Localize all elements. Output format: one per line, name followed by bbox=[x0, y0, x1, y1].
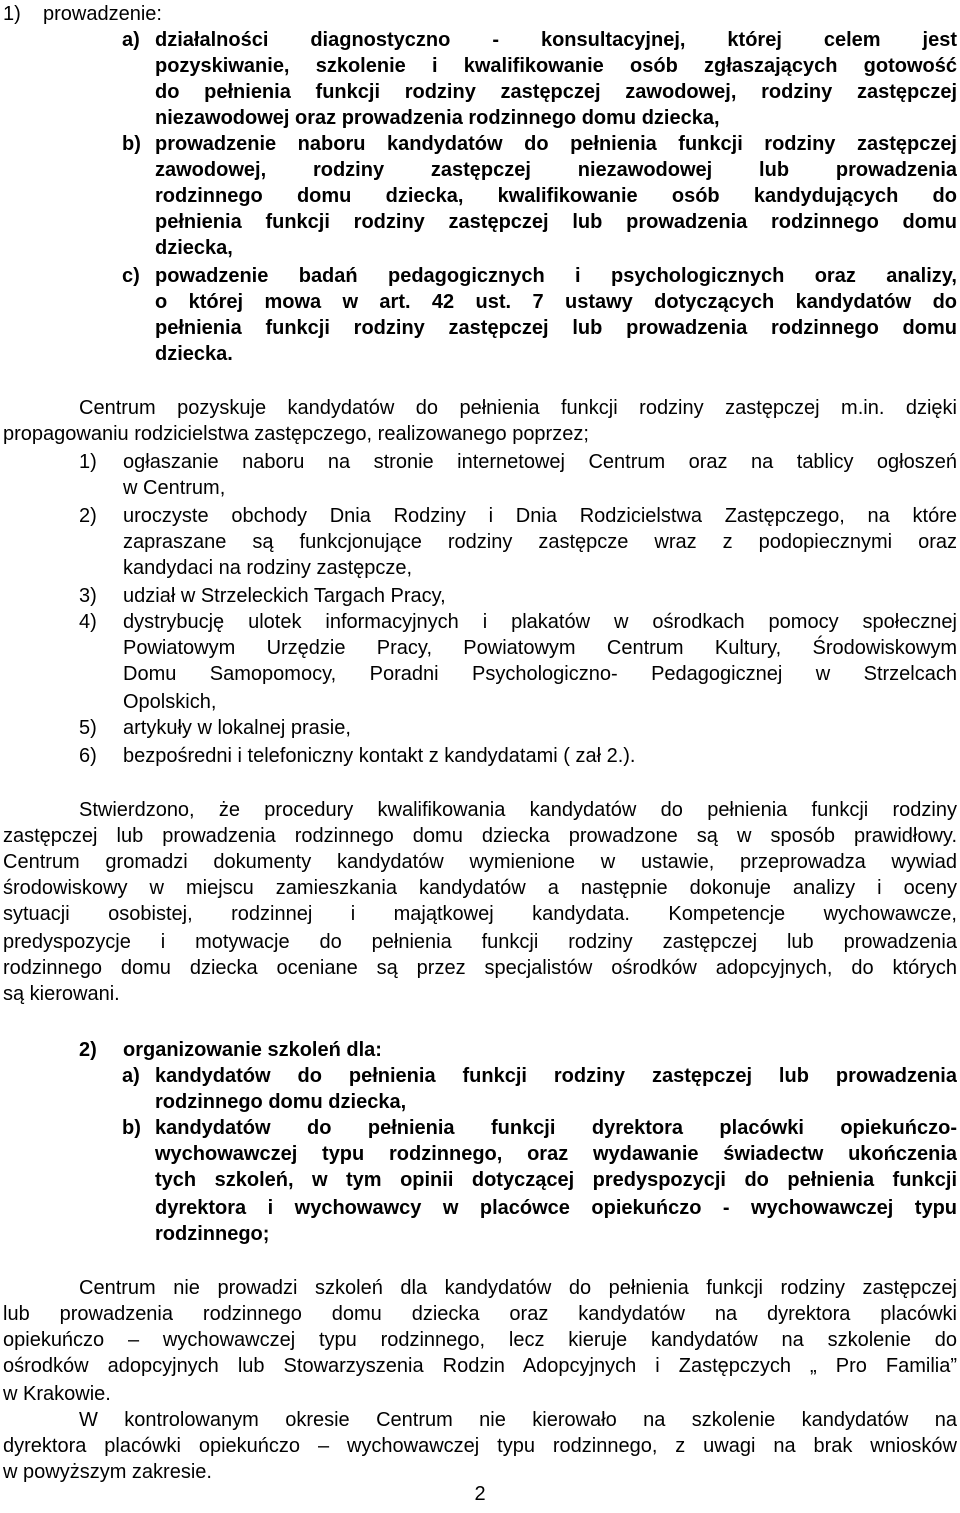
list1-item-6-line-1: bezpośredni i telefoniczny kontakt z kandydatami ( zał 2.). bbox=[123, 745, 636, 767]
training-item-b-line-4: dyrektora i wychowawcy w placówce opiekuńczo - wychowawczej typu bbox=[155, 1197, 957, 1219]
list1-item-2-line-2: zapraszane są funkcjonujące rodziny zastępcze wraz z podopiecznymi oraz bbox=[123, 531, 957, 553]
list1-item-4-line-4: Opolskich, bbox=[123, 691, 217, 713]
training-item-b-line-3: tych szkoleń, w tym opinii dotyczącej predyspozycji do pełnienia funkcji bbox=[155, 1169, 957, 1191]
list1-item-3-line-1: udział w Strzeleckich Targach Pracy, bbox=[123, 585, 446, 607]
list1-item-4-line-2: Powiatowym Urzędzie Pracy, Powiatowym Centrum Kultury, Środowiskowym bbox=[123, 637, 957, 659]
item-a-line-3: do pełnienia funkcji rodziny zastępczej zawodowej, rodziny zastępczej bbox=[155, 81, 957, 103]
para2-line-4: środowiskowy w miejscu zamieszkania kandydatów a następnie dokonuje analizy i oceny bbox=[3, 877, 957, 899]
para3-line-2: lub prowadzenia rodzinnego domu dziecka oraz kandydatów na dyrektora placówki bbox=[3, 1303, 957, 1325]
item-a-line-4: niezawodowej oraz prowadzenia rodzinnego domu dziecka, bbox=[155, 107, 720, 129]
item-b-line-5: dziecka, bbox=[155, 237, 233, 259]
training-item-b-line-1: kandydatów do pełnienia funkcji dyrektora placówki opiekuńczo- bbox=[155, 1117, 957, 1139]
item-a-line-2: pozyskiwanie, szkolenie i kwalifikowanie osób zgłaszających gotowość bbox=[155, 55, 957, 77]
item-c-label: c) bbox=[122, 265, 140, 287]
section-2-heading: organizowanie szkoleń dla: bbox=[123, 1039, 382, 1061]
para4-line-2: dyrektora placówki opiekuńczo – wychowawczej typu rodzinnego, z uwagi na brak wniosków bbox=[3, 1435, 957, 1457]
list1-item-3-number: 3) bbox=[79, 585, 97, 607]
section-1-heading: prowadzenie: bbox=[43, 3, 162, 25]
para2-line-6: predyspozycje i motywacje do pełnienia funkcji rodziny zastępczej lub prowadzenia bbox=[3, 931, 957, 953]
para2-line-3: Centrum gromadzi dokumenty kandydatów wymienione w ustawie, przeprowadza wywiad bbox=[3, 851, 957, 873]
para2-line-5: sytuacji osobistej, rodzinnej i majątkowej kandydata. Kompetencje wychowawcze, bbox=[3, 903, 957, 925]
para2-line-1: Stwierdzono, że procedury kwalifikowania kandydatów do pełnienia funkcji rodziny bbox=[79, 799, 957, 821]
list1-item-2-line-3: kandydaci na rodziny zastępcze, bbox=[123, 557, 413, 579]
list1-item-4-number: 4) bbox=[79, 611, 97, 633]
para2-line-2: zastępczej lub prowadzenia rodzinnego domu dziecka prowadzone są w sposób prawidłowy. bbox=[3, 825, 957, 847]
training-item-a-line-2: rodzinnego domu dziecka, bbox=[155, 1091, 407, 1113]
training-item-b-label: b) bbox=[122, 1117, 141, 1139]
para4-line-3: w powyższym zakresie. bbox=[3, 1461, 212, 1483]
para2-line-8: są kierowani. bbox=[3, 983, 120, 1005]
list1-item-4-line-1: dystrybucję ulotek informacyjnych i plakatów w ośrodkach pomocy społecznej bbox=[123, 611, 957, 633]
list1-item-1-number: 1) bbox=[79, 451, 97, 473]
section-2-number: 2) bbox=[79, 1039, 97, 1061]
list1-item-1-line-1: ogłaszanie naboru na stronie internetowej Centrum oraz na tablicy ogłoszeń bbox=[123, 451, 957, 473]
para3-line-3: opiekuńczo – wychowawczej typu rodzinnego, lecz kieruje kandydatów na szkolenie do bbox=[3, 1329, 957, 1351]
item-b-line-4: pełnienia funkcji rodziny zastępczej lub prowadzenia rodzinnego domu bbox=[155, 211, 957, 233]
list1-item-2-line-1: uroczyste obchody Dnia Rodziny i Dnia Rodzicielstwa Zastępczego, na które bbox=[123, 505, 957, 527]
para3-line-4: ośrodków adopcyjnych lub Stowarzyszenia Rodzin Adopcyjnych i Zastępczych „ Pro Familia” bbox=[3, 1355, 957, 1377]
list1-item-1-line-2: w Centrum, bbox=[123, 477, 226, 499]
item-b-line-2: zawodowej, rodziny zastępczej niezawodowej lub prowadzenia bbox=[155, 159, 957, 181]
training-item-a-label: a) bbox=[122, 1065, 140, 1087]
para1-line-1: Centrum pozyskuje kandydatów do pełnienia funkcji rodziny zastępczej m.in. dzięki bbox=[79, 397, 957, 419]
list1-item-2-number: 2) bbox=[79, 505, 97, 527]
item-a-label: a) bbox=[122, 29, 140, 51]
para3-line-1: Centrum nie prowadzi szkoleń dla kandydatów do pełnienia funkcji rodziny zastępczej bbox=[79, 1277, 957, 1299]
item-b-label: b) bbox=[122, 133, 141, 155]
training-item-b-line-5: rodzinnego; bbox=[155, 1223, 270, 1245]
item-c-line-2: o której mowa w art. 42 ust. 7 ustawy dotyczących kandydatów do bbox=[155, 291, 957, 313]
para1-line-2: propagowaniu rodzicielstwa zastępczego, realizowanego poprzez; bbox=[3, 423, 589, 445]
list1-item-4-line-3: Domu Samopomocy, Poradni Psychologiczno- Pedagogicznej w Strzelcach bbox=[123, 663, 957, 685]
para3-line-5: w Krakowie. bbox=[3, 1383, 111, 1405]
training-item-b-line-2: wychowawczej typu rodzinnego, oraz wydawanie świadectw ukończenia bbox=[155, 1143, 957, 1165]
item-c-line-1: powadzenie badań pedagogicznych i psychologicznych oraz analizy, bbox=[155, 265, 957, 287]
page-number: 2 bbox=[474, 1483, 486, 1505]
list1-item-6-number: 6) bbox=[79, 745, 97, 767]
item-b-line-3: rodzinnego domu dziecka, kwalifikowanie osób kandydujących do bbox=[155, 185, 957, 207]
para2-line-7: rodzinnego domu dziecka oceniane są przez specjalistów ośrodków adopcyjnych, do których bbox=[3, 957, 957, 979]
item-c-line-4: dziecka. bbox=[155, 343, 233, 365]
list1-item-5-line-1: artykuły w lokalnej prasie, bbox=[123, 717, 351, 739]
item-c-line-3: pełnienia funkcji rodziny zastępczej lub prowadzenia rodzinnego domu bbox=[155, 317, 957, 339]
list1-item-5-number: 5) bbox=[79, 717, 97, 739]
section-1-number: 1) bbox=[3, 3, 21, 25]
item-b-line-1: prowadzenie naboru kandydatów do pełnienia funkcji rodziny zastępczej bbox=[155, 133, 957, 155]
item-a-line-1: działalności diagnostyczno - konsultacyjnej, której celem jest bbox=[155, 29, 957, 51]
training-item-a-line-1: kandydatów do pełnienia funkcji rodziny zastępczej lub prowadzenia bbox=[155, 1065, 957, 1087]
para4-line-1: W kontrolowanym okresie Centrum nie kierowało na szkolenie kandydatów na bbox=[79, 1409, 957, 1431]
